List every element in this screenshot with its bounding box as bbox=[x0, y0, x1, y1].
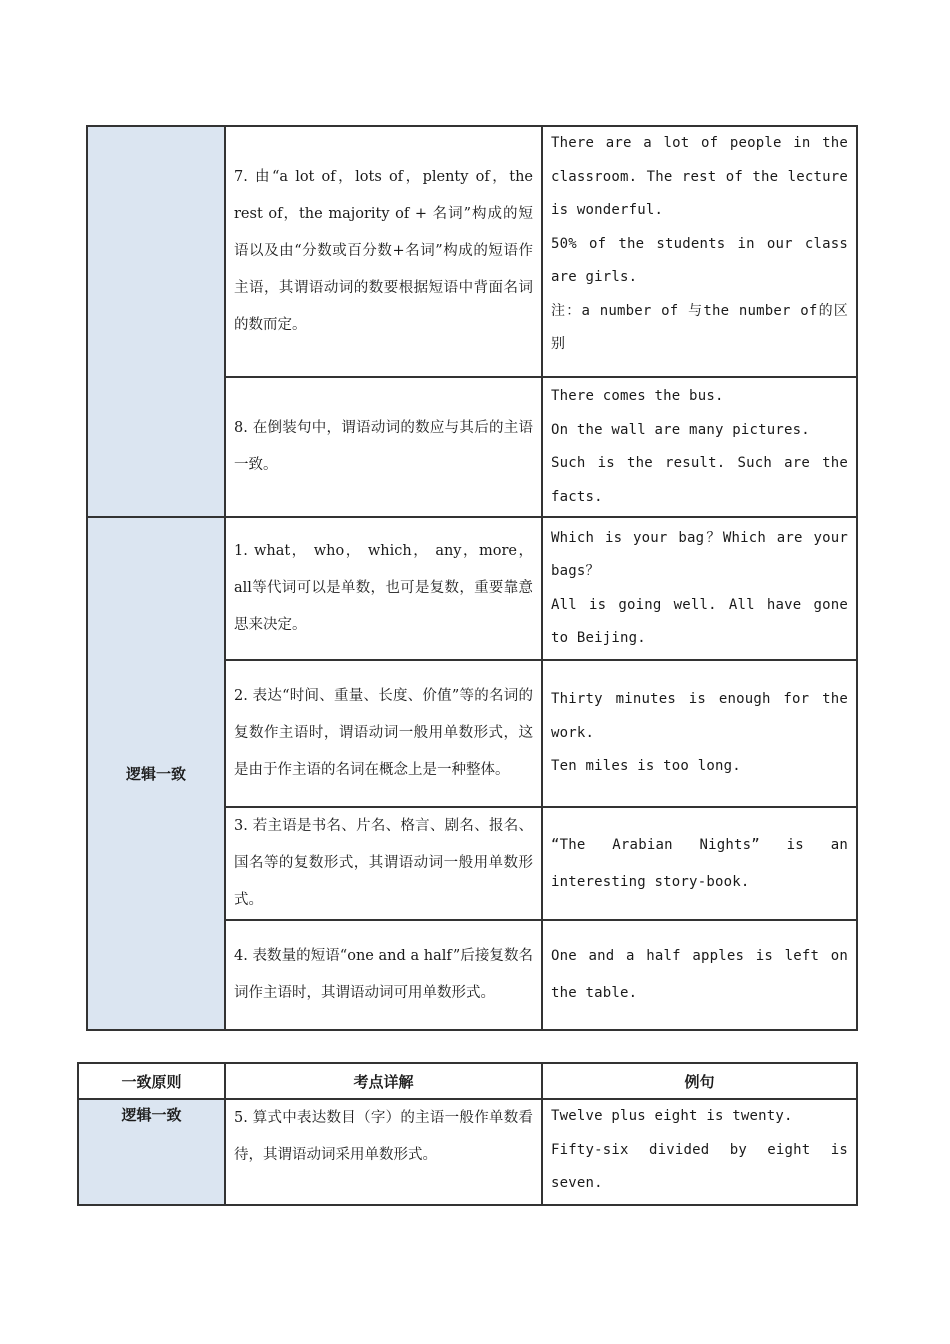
example-sentence: On the wall are many pictures. bbox=[551, 421, 810, 438]
example-sentence: 50% of the students in our class are girls. bbox=[551, 235, 848, 285]
rule-cell: 4. 表数量的短语“one and a half”后接复数名词作主语时，其谓语动词可用单数形式。 bbox=[225, 920, 542, 1030]
rule-cell: 8. 在倒装句中，谓语动词的数应与其后的主语一致。 bbox=[225, 377, 542, 517]
rule-cell: 1. what， who， which， any，more， all等代词可以是单数，也可是复数，重要靠意思来决定。 bbox=[225, 517, 542, 660]
header-example: 例句 bbox=[542, 1063, 857, 1099]
example-cell bbox=[542, 126, 857, 377]
example-cell bbox=[542, 807, 857, 920]
example-sentence: “The Arabian Nights” is an interesting story-book. bbox=[551, 836, 848, 890]
example-sentence: There comes the bus. bbox=[551, 388, 724, 404]
example-cell bbox=[542, 1099, 857, 1205]
table-row bbox=[87, 517, 857, 660]
rule-cell: 7. 由“a lot of，lots of，plenty of，the rest of，the majority of + 名词”构成的短语以及由“分数或百分数+名词”构成的短语作主语，其谓语动词的数要根据短语中背面名词的数而定。 bbox=[225, 126, 542, 377]
rule-cell: 2. 表达“时间、重量、长度、价值”等的名词的复数作主语时，谓语动词一般用单数形式，这是由于作主语的名词在概念上是一种整体。 bbox=[225, 660, 542, 807]
example-sentence: Ten miles is too long. bbox=[551, 758, 741, 775]
rule-cell: 5. 算式中表达数目（字）的主语一般作单数看待，其谓语动词采用单数形式。 bbox=[225, 1099, 542, 1205]
example-sentence: Such is the result. Such are the facts. bbox=[551, 455, 848, 505]
table-row bbox=[78, 1099, 857, 1205]
example-cell bbox=[542, 517, 857, 660]
rules-table-continued bbox=[86, 125, 858, 1031]
table-header-row bbox=[78, 1063, 857, 1099]
example-sentence: Thirty minutes is enough for the work. bbox=[551, 691, 848, 741]
example-sentence: Which is your bag？Which are your bags？ bbox=[551, 529, 848, 579]
example-sentence: There are a lot of people in the classroom. The rest of the lecture is wonderful. bbox=[551, 135, 848, 218]
category-cell: 逻辑一致 bbox=[87, 517, 225, 1030]
example-sentence: All is going well. All have gone to Beijing. bbox=[551, 596, 848, 646]
category-cell: 逻辑一致 bbox=[78, 1099, 225, 1205]
header-principle: 一致原则 bbox=[78, 1063, 225, 1099]
example-sentence: Twelve plus eight is twenty. bbox=[551, 1108, 793, 1124]
example-note: 注：a number of 与the number of的区别 bbox=[551, 302, 848, 352]
example-cell bbox=[542, 920, 857, 1030]
category-cell-continued bbox=[87, 126, 225, 517]
rules-table bbox=[77, 1062, 858, 1206]
rule-cell: 3. 若主语是书名、片名、格言、剧名、报名、国名等的复数形式，其谓语动词一般用单数形式。 bbox=[225, 807, 542, 920]
example-sentence: One and a half apples is left on the table. bbox=[551, 948, 848, 1001]
example-cell bbox=[542, 377, 857, 517]
header-explanation: 考点详解 bbox=[225, 1063, 542, 1099]
example-sentence: Fifty-six divided by eight is seven. bbox=[551, 1141, 848, 1191]
example-cell bbox=[542, 660, 857, 807]
table-row bbox=[87, 126, 857, 377]
